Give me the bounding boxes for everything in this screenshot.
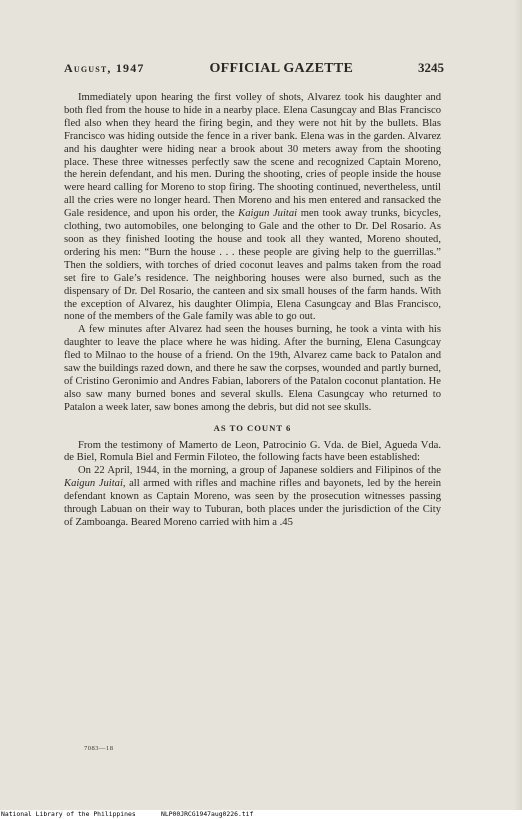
scan-footer-filename: NLP00JRCG1947aug0226.tif [161,810,254,818]
header-date: August, 1947 [64,61,145,75]
printer-code: 7083—18 [84,745,114,752]
unit-name: Kaigun Juitai [64,478,123,490]
paragraph: Immediately upon hearing the first volley of shots, Alvarez took his daughter and both fled from the house to hide in a nearby place. Elena Casungcay and Blas Francisco fled also when they heard the firing begin, and they were not hit by the bullets. Blas Francisco was hiding outside the fence in a river bank. Elena was in the garden. Alvarez and his daughter were hiding near a brook about 30 meters away from the shooting place. These three witnesses perfectly saw the scene and recognized Captain Moreno, the herein defendant, and his men. During the shooting, cries of people inside the house were heard calling for Moreno to stop firing. The shooting continued, nevertheless, until all the cries were no longer heard. Then Moreno and his men entered and ransacked the Gale residence, and upon his order, the Kaigun Juitai men took away trunks, bicycles, clothing, two automobiles, one belonging to Gale and the other to Dr. Del Rosario. As soon as they finished looting the house and took all they wanted, Moreno shouted, ordering his men: “Burn the house . . . these people are giving help to the guerrillas.” Then the soldiers, with torches of dried coconut leaves and palms taken from the road set fire to Gale’s residence. The neighboring houses were also burned, such as the dispensary of Dr. Del Rosario, the canteen and six small houses of the farm hands. With the exception of Alvarez, his daughter Olimpia, Elena Casungcay and Blas Francisco, none of the members of the Gale family was able to go out. [64,92,441,323]
section-heading: AS TO COUNT 6 [213,422,292,433]
scan-footer [0,810,522,819]
header-title: OFFICIAL GAZETTE [209,61,354,76]
header-page-number: 3245 [418,60,444,75]
unit-name: Kaigun Juitai [238,208,298,220]
page-edge-shadow [514,0,522,810]
scan-footer-library: National Library of the Philippines [1,810,136,818]
paragraph: From the testimony of Mamerto de Leon, Patrocinio G. Vda. de Biel, Agueda Vda. de Biel, Romula Biel and Fermin Filoteo, the following facts have been established: [64,439,441,464]
running-header [64,60,444,78]
paragraph: A few minutes after Alvarez had seen the houses burning, he took a vinta with his daughter to leave the place where he was hiding. After the burning, Elena Casungcay fled to Milnao to the house of a friend. On the 19th, Alvarez came back to Patalon and saw the buildings razed down, and there he saw the corpses, wounded and partly burned, of Cristino Geronimio and Andres Fabian, laborers of the Patalon coconut plantation. He also saw many burned bones and several skulls. Elena Casungcay who returned to Patalon a week later, saw bones among the debris, but did not see skulls. [64,324,441,413]
body-text [64,92,441,530]
paragraph: On 22 April, 1944, in the morning, a group of Japanese soldiers and Filipinos of the Kaigun Juitai, all armed with rifles and machine rifles and bayonets, led by the herein defendant known as Captain Moreno, was seen by the prosecution witnesses passing through Labuan on their way to Tuburan, both places under the jurisdiction of the City of Zamboanga. Beared Moreno carried with him a .45 [64,465,441,528]
